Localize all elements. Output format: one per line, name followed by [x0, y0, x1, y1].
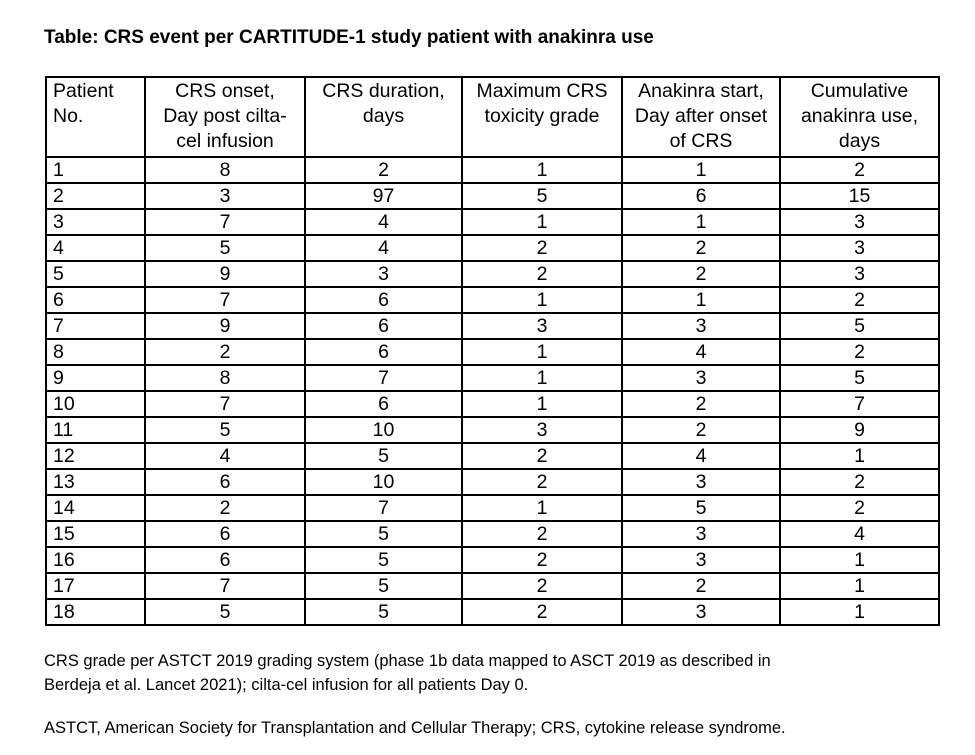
- header-max-crs-grade: [462, 77, 622, 157]
- cell-crs-duration: 5: [305, 573, 462, 599]
- cell-anakinra-start: 6: [622, 183, 780, 209]
- cell-crs-onset: 6: [145, 469, 305, 495]
- cell-cumulative-use: 2: [780, 469, 939, 495]
- cell-anakinra-start: 3: [622, 365, 780, 391]
- cell-max-grade: 1: [462, 287, 622, 313]
- header-line: of CRS: [669, 130, 733, 152]
- cell-anakinra-start: 3: [622, 469, 780, 495]
- cell-anakinra-start: 2: [622, 391, 780, 417]
- cell-cumulative-use: 1: [780, 547, 939, 573]
- cell-crs-onset: 5: [145, 599, 305, 625]
- cell-cumulative-use: 3: [780, 235, 939, 261]
- cell-anakinra-start: 3: [622, 547, 780, 573]
- cell-cumulative-use: 3: [780, 209, 939, 235]
- cell-cumulative-use: 5: [780, 313, 939, 339]
- cell-patient-no: 11: [46, 417, 145, 443]
- cell-anakinra-start: 3: [622, 521, 780, 547]
- grading-footnote: [44, 649, 771, 697]
- cell-crs-duration: 5: [305, 547, 462, 573]
- cell-crs-duration: 97: [305, 183, 462, 209]
- cell-max-grade: 1: [462, 391, 622, 417]
- cell-patient-no: 17: [46, 573, 145, 599]
- table-row: [46, 521, 939, 547]
- cell-max-grade: 2: [462, 469, 622, 495]
- cell-patient-no: 5: [46, 261, 145, 287]
- cell-anakinra-start: 1: [622, 157, 780, 183]
- cell-crs-duration: 7: [305, 495, 462, 521]
- header-cumulative-anakinra: [780, 77, 939, 157]
- header-line: Maximum CRS: [476, 80, 608, 102]
- cell-patient-no: 1: [46, 157, 145, 183]
- table-row: [46, 391, 939, 417]
- table-row: [46, 365, 939, 391]
- cell-max-grade: 2: [462, 261, 622, 287]
- table-row: [46, 339, 939, 365]
- cell-crs-duration: 3: [305, 261, 462, 287]
- header-crs-onset: [145, 77, 305, 157]
- header-line: anakinra use,: [800, 105, 919, 127]
- grading-footnote-line: CRS grade per ASTCT 2019 grading system (phase 1b data mapped to ASCT 2019 as described in: [44, 652, 771, 670]
- cell-crs-duration: 10: [305, 469, 462, 495]
- cell-crs-onset: 9: [145, 261, 305, 287]
- cell-patient-no: 15: [46, 521, 145, 547]
- cell-crs-duration: 6: [305, 287, 462, 313]
- cell-anakinra-start: 2: [622, 573, 780, 599]
- cell-crs-duration: 10: [305, 417, 462, 443]
- cell-crs-duration: 6: [305, 339, 462, 365]
- cell-crs-onset: 2: [145, 339, 305, 365]
- header-line: cel infusion: [176, 130, 274, 152]
- cell-crs-onset: 7: [145, 287, 305, 313]
- cell-cumulative-use: 2: [780, 157, 939, 183]
- cell-cumulative-use: 1: [780, 443, 939, 469]
- cell-cumulative-use: 3: [780, 261, 939, 287]
- table-row: [46, 183, 939, 209]
- table-row: [46, 157, 939, 183]
- table-row: [46, 209, 939, 235]
- cell-crs-duration: 4: [305, 209, 462, 235]
- cell-cumulative-use: 2: [780, 495, 939, 521]
- cell-crs-duration: 2: [305, 157, 462, 183]
- cell-patient-no: 16: [46, 547, 145, 573]
- cell-max-grade: 1: [462, 495, 622, 521]
- cell-anakinra-start: 2: [622, 261, 780, 287]
- cell-cumulative-use: 4: [780, 521, 939, 547]
- header-patient-no: [46, 77, 145, 157]
- cell-max-grade: 1: [462, 339, 622, 365]
- grading-footnote-line: Berdeja et al. Lancet 2021); cilta-cel infusion for all patients Day 0.: [44, 676, 529, 694]
- cell-crs-duration: 6: [305, 391, 462, 417]
- cell-crs-duration: 6: [305, 313, 462, 339]
- cell-cumulative-use: 2: [780, 287, 939, 313]
- table-row: [46, 261, 939, 287]
- cell-anakinra-start: 1: [622, 209, 780, 235]
- cell-crs-onset: 8: [145, 365, 305, 391]
- cell-cumulative-use: 2: [780, 339, 939, 365]
- cell-anakinra-start: 4: [622, 339, 780, 365]
- cell-patient-no: 4: [46, 235, 145, 261]
- cell-crs-duration: 4: [305, 235, 462, 261]
- cell-patient-no: 8: [46, 339, 145, 365]
- cell-patient-no: 14: [46, 495, 145, 521]
- table-row: [46, 469, 939, 495]
- cell-patient-no: 18: [46, 599, 145, 625]
- table-header-row: [46, 77, 939, 157]
- cell-crs-onset: 7: [145, 209, 305, 235]
- cell-crs-onset: 5: [145, 235, 305, 261]
- cell-crs-onset: 2: [145, 495, 305, 521]
- cell-crs-duration: 7: [305, 365, 462, 391]
- header-line: days: [362, 105, 405, 127]
- cell-crs-onset: 8: [145, 157, 305, 183]
- cell-max-grade: 2: [462, 235, 622, 261]
- table-row: [46, 573, 939, 599]
- table-row: [46, 443, 939, 469]
- cell-cumulative-use: 1: [780, 573, 939, 599]
- cell-anakinra-start: 2: [622, 417, 780, 443]
- cell-anakinra-start: 1: [622, 287, 780, 313]
- cell-cumulative-use: 9: [780, 417, 939, 443]
- cell-crs-onset: 6: [145, 521, 305, 547]
- cell-patient-no: 3: [46, 209, 145, 235]
- cell-crs-onset: 9: [145, 313, 305, 339]
- cell-crs-duration: 5: [305, 443, 462, 469]
- cell-max-grade: 2: [462, 521, 622, 547]
- cell-crs-onset: 4: [145, 443, 305, 469]
- cell-max-grade: 2: [462, 443, 622, 469]
- header-line: No.: [53, 105, 84, 127]
- cell-crs-duration: 5: [305, 599, 462, 625]
- cell-cumulative-use: 7: [780, 391, 939, 417]
- cell-cumulative-use: 5: [780, 365, 939, 391]
- header-line: toxicity grade: [484, 105, 600, 127]
- cell-max-grade: 2: [462, 599, 622, 625]
- table-row: [46, 313, 939, 339]
- cell-patient-no: 9: [46, 365, 145, 391]
- cell-patient-no: 12: [46, 443, 145, 469]
- table-row: [46, 495, 939, 521]
- header-anakinra-start: [622, 77, 780, 157]
- cell-crs-onset: 3: [145, 183, 305, 209]
- header-line: CRS duration,: [322, 80, 445, 102]
- header-line: Day post cilta-: [163, 105, 287, 127]
- cell-anakinra-start: 3: [622, 599, 780, 625]
- cell-patient-no: 2: [46, 183, 145, 209]
- cell-crs-onset: 7: [145, 391, 305, 417]
- header-line: Patient: [53, 80, 114, 102]
- table-body: [46, 157, 939, 625]
- table-row: [46, 599, 939, 625]
- cell-crs-onset: 5: [145, 417, 305, 443]
- abbreviations-footnote: ASTCT, American Society for Transplantation and Cellular Therapy; CRS, cytokine release syndrome.: [44, 719, 786, 737]
- table-row: [46, 547, 939, 573]
- cell-max-grade: 3: [462, 417, 622, 443]
- cell-anakinra-start: 3: [622, 313, 780, 339]
- cell-max-grade: 1: [462, 209, 622, 235]
- header-line: days: [838, 130, 881, 152]
- cell-max-grade: 5: [462, 183, 622, 209]
- table-row: [46, 417, 939, 443]
- header-line: CRS onset,: [175, 80, 275, 102]
- header-crs-duration: [305, 77, 462, 157]
- table-row: [46, 235, 939, 261]
- cell-max-grade: 1: [462, 157, 622, 183]
- cell-max-grade: 2: [462, 573, 622, 599]
- cell-anakinra-start: 4: [622, 443, 780, 469]
- cell-patient-no: 10: [46, 391, 145, 417]
- cell-patient-no: 7: [46, 313, 145, 339]
- header-line: Day after onset: [634, 105, 768, 127]
- cell-patient-no: 13: [46, 469, 145, 495]
- cell-anakinra-start: 2: [622, 235, 780, 261]
- table-row: [46, 287, 939, 313]
- header-line: Anakinra start,: [638, 80, 764, 102]
- cell-patient-no: 6: [46, 287, 145, 313]
- cell-max-grade: 2: [462, 547, 622, 573]
- crs-table: [45, 76, 940, 626]
- cell-crs-duration: 5: [305, 521, 462, 547]
- cell-max-grade: 3: [462, 313, 622, 339]
- cell-crs-onset: 6: [145, 547, 305, 573]
- header-line: Cumulative: [810, 80, 909, 102]
- cell-crs-onset: 7: [145, 573, 305, 599]
- cell-cumulative-use: 15: [780, 183, 939, 209]
- table-title: Table: CRS event per CARTITUDE-1 study patient with anakinra use: [44, 27, 654, 48]
- cell-cumulative-use: 1: [780, 599, 939, 625]
- cell-max-grade: 1: [462, 365, 622, 391]
- cell-anakinra-start: 5: [622, 495, 780, 521]
